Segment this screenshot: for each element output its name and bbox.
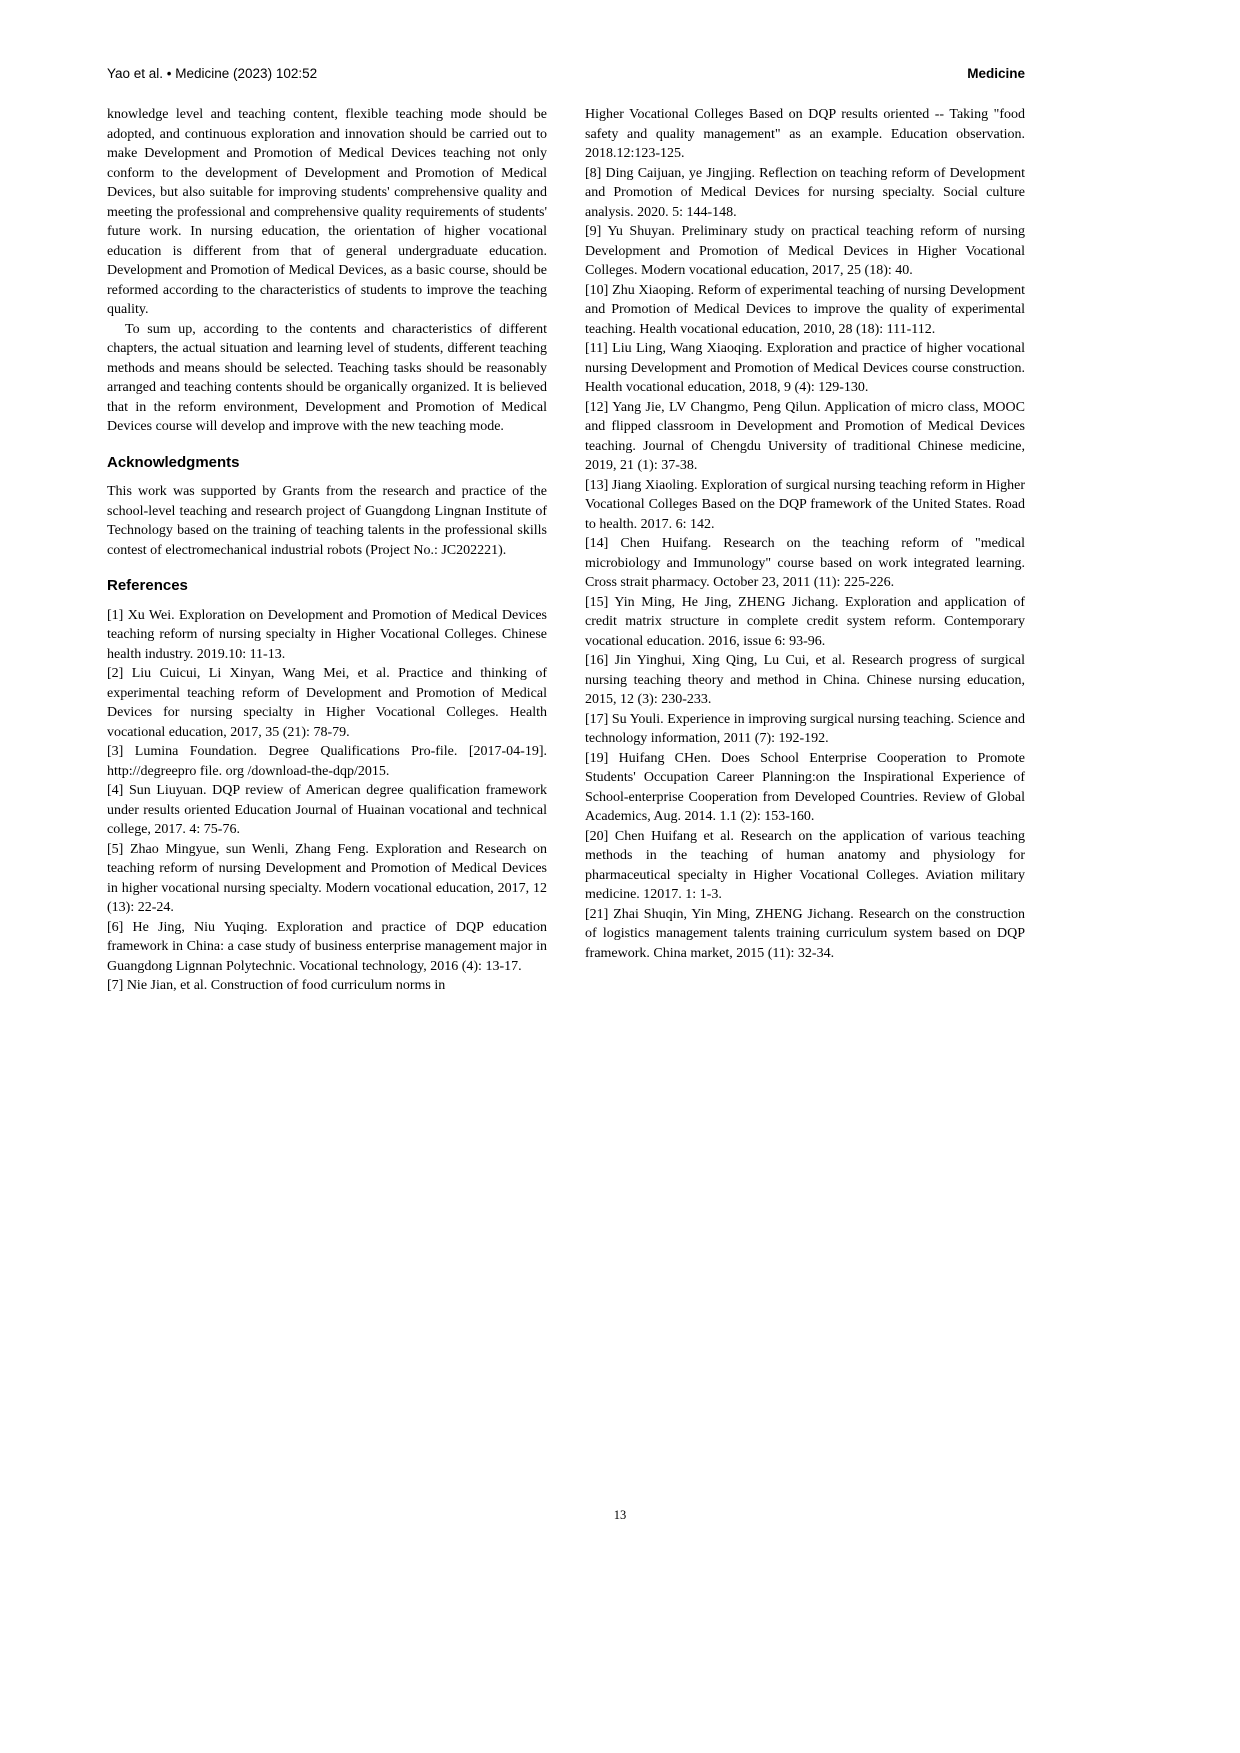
reference-item: [8] Ding Caijuan, ye Jingjing. Reflection on teaching reform of Development and Promotion of Medical Devices for nursing specialty. Social culture analysis. 2020. 5: 144-148. bbox=[585, 165, 1025, 220]
reference-item: [5] Zhao Mingyue, sun Wenli, Zhang Feng. Exploration and Research on teaching reform of nursing Development and Promotion of Medical Devices in higher vocational nursing specialty. Modern vocational education, 2017, 12 (13): 22-24. bbox=[107, 841, 547, 915]
reference-item: [19] Huifang CHen. Does School Enterprise Cooperation to Promote Students' Occupation Career Planning:on the Inspirational Experience of School-enterprise Cooperation from Developed Countries. Review of Global Academics, Aug. 2014. 1.1 (2): 153-160. bbox=[585, 750, 1025, 824]
references-list-right bbox=[585, 105, 1025, 963]
reference-item: [20] Chen Huifang et al. Research on the application of various teaching methods in the teaching of human anatomy and physiology for pharmaceutical specialty in Higher Vocational Colleges. Aviation military medicine. 12017. 1: 1-3. bbox=[585, 828, 1025, 902]
left-column bbox=[107, 105, 547, 996]
page-number: 13 bbox=[613, 1508, 627, 1522]
journal-name: Medicine bbox=[967, 66, 1025, 81]
reference-item: [7] Nie Jian, et al. Construction of food curriculum norms in bbox=[107, 978, 446, 993]
section-heading-acknowledgments: Acknowledgments bbox=[107, 453, 240, 471]
reference-item: [14] Chen Huifang. Research on the teaching reform of "medical microbiology and Immunology" course based on work integrated learning. Cross strait pharmacy. October 23, 2011 (11): 225-226. bbox=[585, 536, 1025, 590]
section-heading-references: References bbox=[107, 577, 188, 594]
references-list-left bbox=[107, 606, 547, 996]
reference-item: [4] Sun Liuyuan. DQP review of American degree qualification framework under results oriented Education Journal of Huainan vocational and technical college, 2017. 4: 75-76. bbox=[107, 783, 547, 837]
reference-item: [15] Yin Ming, He Jing, ZHENG Jichang. Exploration and application of credit matrix structure in complete credit system reform. Contemporary vocational education. 2016, issue 6: 93-96. bbox=[585, 594, 1025, 649]
right-column bbox=[585, 105, 1025, 996]
reference-item: [9] Yu Shuyan. Preliminary study on practical teaching reform of nursing Development and Promotion of Medical Devices in Higher Vocational Colleges. Modern vocational education, 2017, 25 (18): 40. bbox=[585, 224, 1025, 278]
reference-item: [21] Zhai Shuqin, Yin Ming, ZHENG Jichang. Research on the construction of logistics management talents training curriculum system based on DQP framework. China market, 2015 (11): 32-34. bbox=[585, 906, 1025, 961]
reference-item: [12] Yang Jie, LV Changmo, Peng Qilun. Application of micro class, MOOC and flipped classroom in Development and Promotion of Medical Devices teaching. Journal of Chengdu University of traditional Chinese medicine, 2019, 21 (1): 37-38. bbox=[585, 399, 1025, 473]
body-paragraph: To sum up, according to the contents and characteristics of different chapters, the actual situation and learning level of students, different teaching methods and means should be selected. Teaching tasks should be reasonably arranged and teaching contents should be organically organized. It is believed that in the reform environment, Development and Promotion of Medical Devices course will develop and improve with the new teaching mode. bbox=[107, 321, 547, 434]
header-citation: Yao et al. • Medicine (2023) 102:52 bbox=[107, 66, 318, 81]
reference-item: [6] He Jing, Niu Yuqing. Exploration and practice of DQP education framework in China: a case study of business enterprise management major in Guangdong Lignnan Polytechnic. Vocational technology, 2016 (4): 13-17. bbox=[107, 919, 547, 974]
acknowledgments-text: This work was supported by Grants from the research and practice of the school-level teaching and research project of Guangdong Lingnan Institute of Technology based on the training of teaching talents in the professional skills contest of electromechanical industrial robots (Project No.: JC202221). bbox=[107, 484, 547, 558]
reference-item: [1] Xu Wei. Exploration on Development and Promotion of Medical Devices teaching reform of nursing specialty in Higher Vocational Colleges. Chinese health industry. 2019.10: 11-13. bbox=[107, 607, 547, 662]
two-column-body bbox=[107, 105, 1025, 996]
page-content bbox=[107, 66, 1025, 996]
reference-item: [13] Jiang Xiaoling. Exploration of surgical nursing teaching reform in Higher Vocational Colleges Based on the DQP framework of the United States. Road to health. 2017. 6: 142. bbox=[585, 477, 1025, 532]
reference-item: [3] Lumina Foundation. Degree Qualifications Pro-file. [2017-04-19]. http://degreepro file. org /download-the-dqp/2015. bbox=[107, 744, 547, 779]
body-paragraph: knowledge level and teaching content, flexible teaching mode should be adopted, and continuous exploration and innovation should be carried out to make Development and Promotion of Medical Devices teaching not only conform to the development of Development and Promotion of Medical Devices, but also suitable for improving students' comprehensive quality and meeting the professional and comprehensive quality requirements of students' future work. In nursing education, the orientation of higher vocational education is different from that of general undergraduate education. Development and Promotion of Medical Devices, as a basic course, should be reformed according to the characteristics of students to improve the teaching quality. bbox=[107, 107, 547, 317]
reference-item: [11] Liu Ling, Wang Xiaoqing. Exploration and practice of higher vocational nursing Development and Promotion of Medical Devices course construction. Health vocational education, 2018, 9 (4): 129-130. bbox=[585, 341, 1025, 395]
page-header bbox=[107, 66, 1025, 81]
reference-item-continuation: Higher Vocational Colleges Based on DQP results oriented -- Taking "food safety and quality management" as an example. Education observation. 2018.12:123-125. bbox=[585, 107, 1025, 161]
reference-item: [17] Su Youli. Experience in improving surgical nursing teaching. Science and technology information, 2011 (7): 192-192. bbox=[585, 711, 1025, 746]
reference-item: [10] Zhu Xiaoping. Reform of experimental teaching of nursing Development and Promotion of Medical Devices to improve the quality of experimental teaching. Health vocational education, 2010, 28 (18): 111-112. bbox=[585, 282, 1025, 337]
reference-item: [16] Jin Yinghui, Xing Qing, Lu Cui, et al. Research progress of surgical nursing teaching theory and method in China. Chinese nursing education, 2015, 12 (3): 230-233. bbox=[585, 653, 1025, 707]
reference-item: [2] Liu Cuicui, Li Xinyan, Wang Mei, et al. Practice and thinking of experimental teaching reform of Development and Promotion of Medical Devices for nursing specialty in Higher Vocational Colleges. Health vocational education, 2017, 35 (21): 78-79. bbox=[107, 666, 547, 740]
